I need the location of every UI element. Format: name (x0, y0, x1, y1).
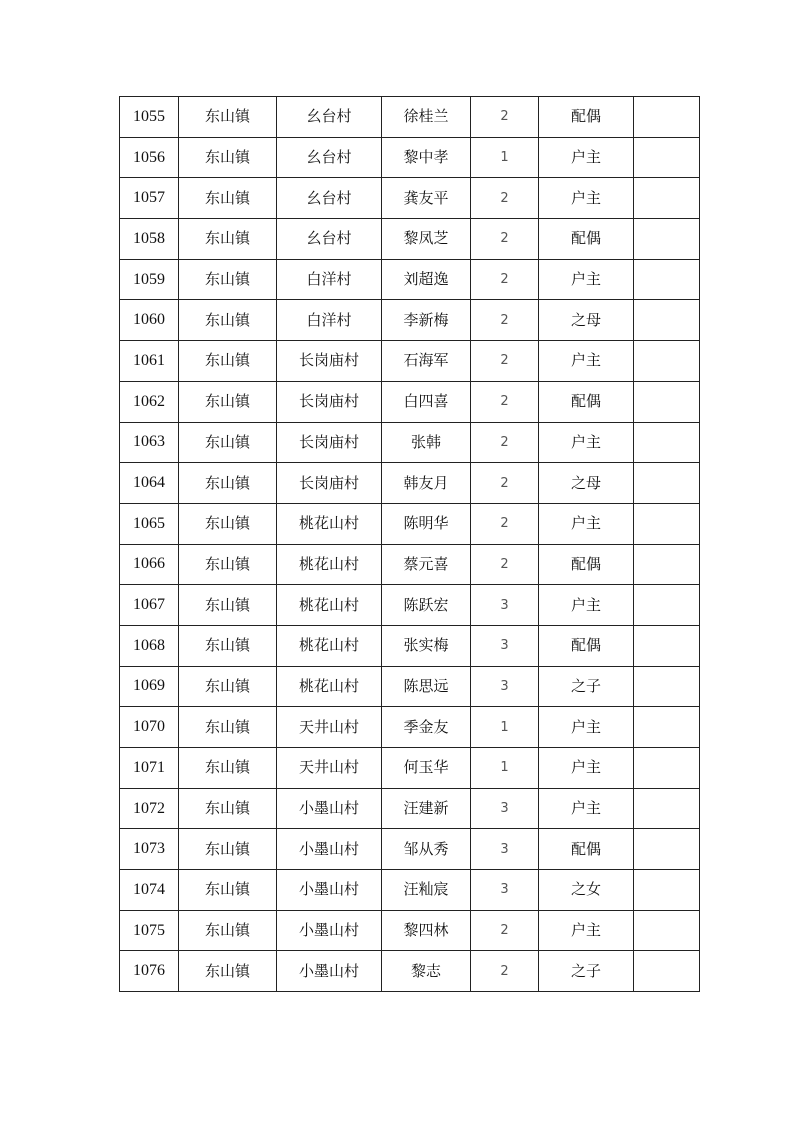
table-row (120, 463, 700, 504)
town-cell: 东山镇 (179, 97, 277, 138)
relation-cell: 配偶 (539, 381, 634, 422)
record-number-cell: 1057 (120, 178, 179, 219)
record-number-cell: 1074 (120, 870, 179, 911)
roster-table-body (120, 97, 700, 992)
record-number-cell: 1066 (120, 544, 179, 585)
note-cell (634, 870, 700, 911)
household-count-cell: 3 (471, 870, 539, 911)
household-count-cell: 2 (471, 544, 539, 585)
table-row (120, 666, 700, 707)
person-name-cell: 龚友平 (382, 178, 471, 219)
person-name-cell: 陈思远 (382, 666, 471, 707)
table-row (120, 748, 700, 789)
village-cell: 桃花山村 (277, 625, 382, 666)
household-count-cell: 2 (471, 259, 539, 300)
record-number-cell: 1063 (120, 422, 179, 463)
note-cell (634, 259, 700, 300)
household-count-cell: 2 (471, 341, 539, 382)
note-cell (634, 829, 700, 870)
household-count-cell: 1 (471, 748, 539, 789)
town-cell: 东山镇 (179, 259, 277, 300)
person-name-cell: 汪籼宸 (382, 870, 471, 911)
village-cell: 小墨山村 (277, 910, 382, 951)
person-name-cell: 季金友 (382, 707, 471, 748)
table-row (120, 585, 700, 626)
note-cell (634, 707, 700, 748)
note-cell (634, 748, 700, 789)
town-cell: 东山镇 (179, 910, 277, 951)
table-row (120, 707, 700, 748)
record-number-cell: 1056 (120, 137, 179, 178)
table-row (120, 951, 700, 992)
record-number-cell: 1072 (120, 788, 179, 829)
town-cell: 东山镇 (179, 341, 277, 382)
village-cell: 幺台村 (277, 97, 382, 138)
relation-cell: 户主 (539, 259, 634, 300)
village-cell: 小墨山村 (277, 951, 382, 992)
person-name-cell: 黎四林 (382, 910, 471, 951)
person-name-cell: 陈明华 (382, 503, 471, 544)
person-name-cell: 陈跃宏 (382, 585, 471, 626)
note-cell (634, 951, 700, 992)
note-cell (634, 422, 700, 463)
relation-cell: 户主 (539, 137, 634, 178)
village-cell: 长岗庙村 (277, 463, 382, 504)
note-cell (634, 463, 700, 504)
note-cell (634, 219, 700, 260)
note-cell (634, 97, 700, 138)
person-name-cell: 邹从秀 (382, 829, 471, 870)
town-cell: 东山镇 (179, 463, 277, 504)
record-number-cell: 1075 (120, 910, 179, 951)
note-cell (634, 910, 700, 951)
household-count-cell: 3 (471, 829, 539, 870)
relation-cell: 之母 (539, 463, 634, 504)
relation-cell: 配偶 (539, 544, 634, 585)
village-cell: 小墨山村 (277, 788, 382, 829)
table-row (120, 97, 700, 138)
person-name-cell: 汪建新 (382, 788, 471, 829)
record-number-cell: 1065 (120, 503, 179, 544)
record-number-cell: 1055 (120, 97, 179, 138)
roster-table (119, 96, 700, 992)
person-name-cell: 蔡元喜 (382, 544, 471, 585)
note-cell (634, 503, 700, 544)
household-count-cell: 2 (471, 463, 539, 504)
household-count-cell: 1 (471, 707, 539, 748)
table-row (120, 544, 700, 585)
table-row (120, 870, 700, 911)
person-name-cell: 黎凤芝 (382, 219, 471, 260)
relation-cell: 之子 (539, 951, 634, 992)
table-row (120, 381, 700, 422)
village-cell: 桃花山村 (277, 503, 382, 544)
table-row (120, 503, 700, 544)
note-cell (634, 788, 700, 829)
household-count-cell: 3 (471, 666, 539, 707)
person-name-cell: 李新梅 (382, 300, 471, 341)
village-cell: 幺台村 (277, 137, 382, 178)
relation-cell: 户主 (539, 910, 634, 951)
village-cell: 桃花山村 (277, 585, 382, 626)
note-cell (634, 178, 700, 219)
person-name-cell: 黎中孝 (382, 137, 471, 178)
table-row (120, 300, 700, 341)
person-name-cell: 韩友月 (382, 463, 471, 504)
relation-cell: 户主 (539, 585, 634, 626)
table-row (120, 910, 700, 951)
household-count-cell: 2 (471, 503, 539, 544)
town-cell: 东山镇 (179, 381, 277, 422)
household-count-cell: 2 (471, 178, 539, 219)
relation-cell: 配偶 (539, 829, 634, 870)
household-count-cell: 3 (471, 585, 539, 626)
village-cell: 白洋村 (277, 259, 382, 300)
relation-cell: 配偶 (539, 219, 634, 260)
person-name-cell: 石海军 (382, 341, 471, 382)
record-number-cell: 1064 (120, 463, 179, 504)
town-cell: 东山镇 (179, 300, 277, 341)
relation-cell: 配偶 (539, 625, 634, 666)
person-name-cell: 黎志 (382, 951, 471, 992)
person-name-cell: 张实梅 (382, 625, 471, 666)
town-cell: 东山镇 (179, 178, 277, 219)
table-row (120, 829, 700, 870)
relation-cell: 配偶 (539, 97, 634, 138)
household-count-cell: 2 (471, 910, 539, 951)
person-name-cell: 徐桂兰 (382, 97, 471, 138)
record-number-cell: 1073 (120, 829, 179, 870)
village-cell: 天井山村 (277, 748, 382, 789)
relation-cell: 之子 (539, 666, 634, 707)
person-name-cell: 刘超逸 (382, 259, 471, 300)
person-name-cell: 何玉华 (382, 748, 471, 789)
note-cell (634, 666, 700, 707)
relation-cell: 户主 (539, 341, 634, 382)
town-cell: 东山镇 (179, 422, 277, 463)
record-number-cell: 1071 (120, 748, 179, 789)
household-count-cell: 1 (471, 137, 539, 178)
household-count-cell: 2 (471, 219, 539, 260)
town-cell: 东山镇 (179, 829, 277, 870)
relation-cell: 户主 (539, 178, 634, 219)
relation-cell: 户主 (539, 788, 634, 829)
town-cell: 东山镇 (179, 544, 277, 585)
household-count-cell: 2 (471, 97, 539, 138)
relation-cell: 户主 (539, 503, 634, 544)
table-row (120, 137, 700, 178)
town-cell: 东山镇 (179, 625, 277, 666)
household-count-cell: 2 (471, 300, 539, 341)
town-cell: 东山镇 (179, 585, 277, 626)
town-cell: 东山镇 (179, 951, 277, 992)
record-number-cell: 1060 (120, 300, 179, 341)
relation-cell: 户主 (539, 422, 634, 463)
note-cell (634, 625, 700, 666)
note-cell (634, 300, 700, 341)
record-number-cell: 1076 (120, 951, 179, 992)
table-row (120, 219, 700, 260)
town-cell: 东山镇 (179, 503, 277, 544)
village-cell: 长岗庙村 (277, 422, 382, 463)
household-count-cell: 2 (471, 951, 539, 992)
note-cell (634, 381, 700, 422)
relation-cell: 户主 (539, 707, 634, 748)
village-cell: 白洋村 (277, 300, 382, 341)
note-cell (634, 137, 700, 178)
town-cell: 东山镇 (179, 707, 277, 748)
town-cell: 东山镇 (179, 137, 277, 178)
village-cell: 长岗庙村 (277, 341, 382, 382)
record-number-cell: 1062 (120, 381, 179, 422)
town-cell: 东山镇 (179, 748, 277, 789)
village-cell: 桃花山村 (277, 544, 382, 585)
relation-cell: 之女 (539, 870, 634, 911)
table-row (120, 788, 700, 829)
relation-cell: 之母 (539, 300, 634, 341)
household-count-cell: 3 (471, 788, 539, 829)
person-name-cell: 白四喜 (382, 381, 471, 422)
table-row (120, 178, 700, 219)
note-cell (634, 341, 700, 382)
record-number-cell: 1067 (120, 585, 179, 626)
town-cell: 东山镇 (179, 788, 277, 829)
town-cell: 东山镇 (179, 666, 277, 707)
record-number-cell: 1058 (120, 219, 179, 260)
record-number-cell: 1061 (120, 341, 179, 382)
village-cell: 幺台村 (277, 219, 382, 260)
table-row (120, 625, 700, 666)
town-cell: 东山镇 (179, 219, 277, 260)
town-cell: 东山镇 (179, 870, 277, 911)
record-number-cell: 1068 (120, 625, 179, 666)
record-number-cell: 1069 (120, 666, 179, 707)
record-number-cell: 1070 (120, 707, 179, 748)
table-row (120, 422, 700, 463)
note-cell (634, 585, 700, 626)
village-cell: 小墨山村 (277, 829, 382, 870)
person-name-cell: 张韩 (382, 422, 471, 463)
village-cell: 桃花山村 (277, 666, 382, 707)
table-row (120, 259, 700, 300)
household-count-cell: 3 (471, 625, 539, 666)
household-count-cell: 2 (471, 381, 539, 422)
village-cell: 长岗庙村 (277, 381, 382, 422)
village-cell: 小墨山村 (277, 870, 382, 911)
relation-cell: 户主 (539, 748, 634, 789)
record-number-cell: 1059 (120, 259, 179, 300)
table-row (120, 341, 700, 382)
village-cell: 幺台村 (277, 178, 382, 219)
note-cell (634, 544, 700, 585)
household-count-cell: 2 (471, 422, 539, 463)
village-cell: 天井山村 (277, 707, 382, 748)
